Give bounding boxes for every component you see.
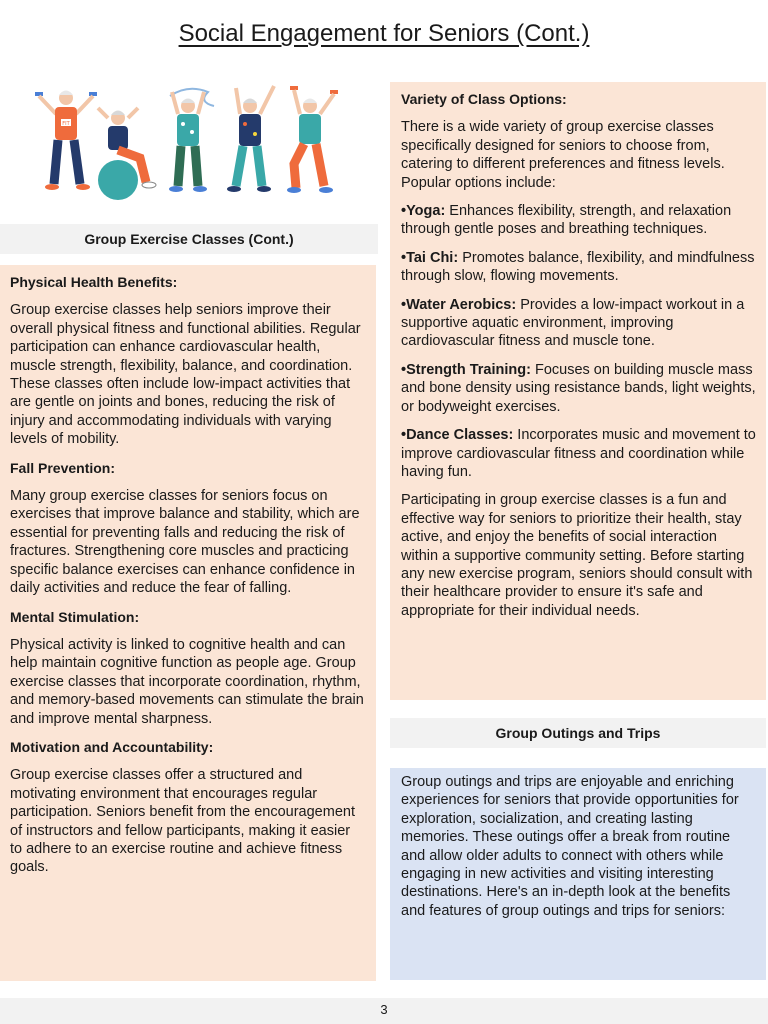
class-options-intro: There is a wide variety of group exercise classes specifically designed for seniors to choose from, catering to different preferences and fitness levels. Popular options include:: [401, 119, 725, 191]
block-text: Physical activity is linked to cognitive health and can help maintain cognitive function as people age. Group exercise classes that incorporate coordination, rhythm, and memory-based movements can stimulate the brain and improve mental sharpness.: [10, 636, 364, 727]
class-options-panel: [390, 82, 766, 700]
block-physical-health: [10, 273, 366, 449]
seniors-exercising-illustration: [28, 80, 350, 208]
option-water-aerobics: [401, 296, 756, 351]
block-heading: Fall Prevention:: [10, 459, 116, 476]
block-fall-prevention: [10, 459, 366, 598]
section-heading-group-exercise: Group Exercise Classes (Cont.): [0, 224, 378, 254]
option-label: •Water Aerobics:: [401, 296, 517, 313]
page-footer: [0, 998, 768, 1024]
class-options-closing: Participating in group exercise classes is a fun and effective way for seniors to prioritize their health, stay active, and enjoy the benefits of social interaction within a supportive community setting. Before starting any new exercise program, seniors should consult with their healthcare provider to ensure it's safe and appropriate for their individual needs.: [401, 492, 753, 619]
option-label: •Yoga:: [401, 203, 446, 220]
option-label: •Tai Chi:: [401, 249, 459, 266]
block-text: Group exercise classes help seniors improve their overall physical fitness and functional abilities. Regular participation can enhance cardiovascular health, muscle strength, flexibility, balance, and coordination. These classes often include low-impact activities that are gentle on joints and bones, reducing the risk of injury and accommodating individuals with varying levels of mobility.: [10, 302, 361, 448]
group-exercise-panel: [0, 265, 376, 981]
group-outings-panel: [390, 768, 766, 980]
block-text: Group exercise classes offer a structured and motivating environment that encourages regular participation. Seniors benefit from the encouragement of instructors and fellow participants, making it easier to adhere to an exercise routine and achieve fitness goals.: [10, 767, 355, 876]
senior-figure-4: [227, 86, 274, 192]
senior-figure-3: [169, 89, 214, 192]
option-text: Provides a low-impact workout in a supportive aquatic environment, improving cardiovascular fitness and muscle tone.: [401, 296, 745, 350]
page-title: Social Engagement for Seniors (Cont.): [178, 20, 590, 47]
option-strength-training: [401, 361, 756, 416]
senior-figure-5: [287, 86, 338, 193]
block-mental-stimulation: [10, 608, 366, 728]
option-text: Focuses on building muscle mass and bone density using resistance bands, light weights, or bodyweight exercises.: [401, 361, 756, 415]
senior-figure-1: [35, 91, 97, 191]
block-heading: Physical Health Benefits:: [10, 274, 178, 290]
option-label: •Dance Classes:: [401, 427, 514, 444]
option-dance-classes: [401, 426, 756, 481]
shirt-label: FIT: [62, 121, 70, 127]
option-tai-chi: [401, 249, 756, 286]
group-outings-text: Group outings and trips are enjoyable and enriching experiences for seniors that provide opportunities for exploration, socialization, and creating lasting memories. These outings offer a break from routine and allow older adults to connect with others while engaging in new activities and visiting interesting destinations. Here's an in-depth look at the benefits and features of group outings and trips for seniors:: [401, 774, 739, 919]
option-text: Incorporates music and movement to improve cardiovascular fitness and coordination while having fun.: [401, 427, 756, 480]
block-motivation: [10, 738, 366, 877]
option-text: Enhances flexibility, strength, and relaxation through gentle poses and breathing techniques.: [401, 203, 732, 238]
senior-figure-2: [98, 108, 156, 200]
block-heading: Mental Stimulation:: [10, 608, 140, 625]
option-label: •Strength Training:: [401, 361, 531, 378]
block-text: Many group exercise classes for seniors focus on exercises that improve balance and stability, which are essential for preventing falls and reducing the risk of fractures. Strengthening core muscles and practicing specific balance exercises can enhance confidence in daily activities and reduce the fear of falling.: [10, 488, 360, 597]
page-number: 3: [380, 1002, 388, 1017]
option-yoga: [401, 202, 756, 239]
section-heading-group-outings: Group Outings and Trips: [390, 718, 766, 748]
block-heading: Motivation and Accountability:: [10, 738, 214, 755]
class-options-heading: Variety of Class Options:: [401, 91, 567, 107]
option-text: Promotes balance, flexibility, and mindfulness through slow, flowing movements.: [401, 249, 755, 285]
